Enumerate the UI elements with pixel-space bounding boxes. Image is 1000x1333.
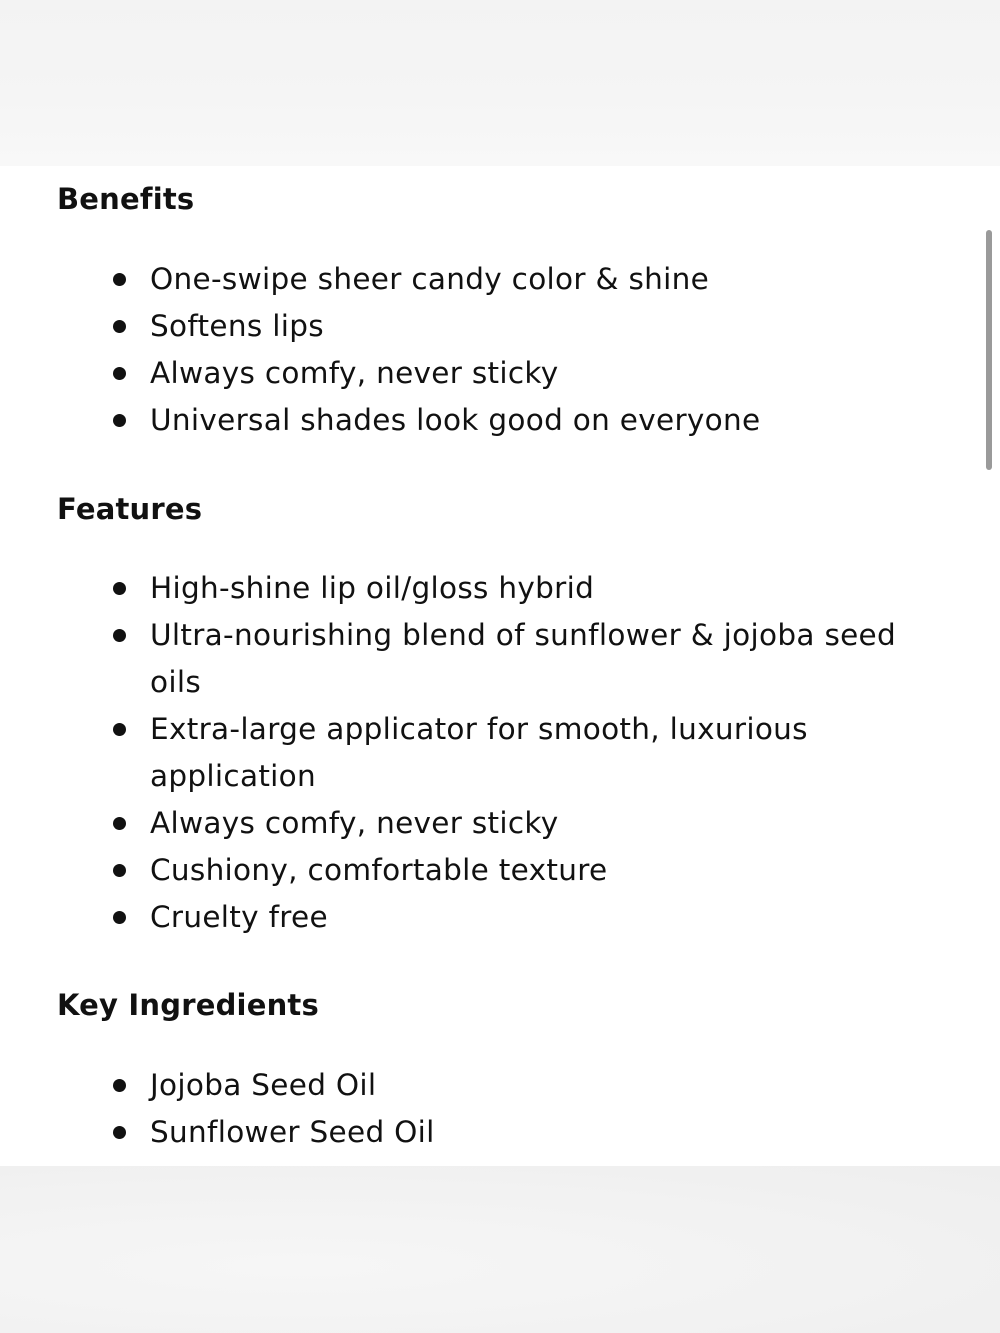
list-item — [0, 706, 1000, 800]
list-item-text: Jojoba Seed Oil — [150, 1068, 377, 1102]
list-item — [0, 894, 1000, 941]
key-ingredients-list — [0, 1062, 1000, 1156]
benefits-list — [0, 256, 1000, 444]
bullet-icon — [113, 320, 126, 333]
list-item-text: Extra-large applicator for smooth, luxurious application — [150, 712, 808, 793]
top-blur-area — [0, 0, 1000, 166]
list-item-text: Softens lips — [150, 309, 324, 343]
list-item — [0, 1109, 1000, 1156]
bullet-icon — [113, 273, 126, 286]
list-item — [0, 565, 1000, 612]
list-item — [0, 256, 1000, 303]
list-item — [0, 612, 1000, 706]
bullet-icon — [113, 723, 126, 736]
list-item — [0, 847, 1000, 894]
bullet-icon — [113, 629, 126, 642]
bullet-icon — [113, 864, 126, 877]
list-item-text: Sunflower Seed Oil — [150, 1115, 435, 1149]
features-heading: Features — [57, 492, 203, 526]
list-item — [0, 350, 1000, 397]
list-item — [0, 303, 1000, 350]
list-item — [0, 1062, 1000, 1109]
list-item-text: Cruelty free — [150, 900, 328, 934]
list-item-text: Always comfy, never sticky — [150, 806, 559, 840]
bottom-blur-area — [0, 1166, 1000, 1333]
bullet-icon — [113, 817, 126, 830]
list-item-text: Cushiony, comfortable texture — [150, 853, 608, 887]
key-ingredients-heading: Key Ingredients — [57, 988, 319, 1022]
product-details-panel — [0, 166, 1000, 1166]
vertical-scrollbar[interactable] — [986, 230, 992, 470]
list-item-text: One-swipe sheer candy color & shine — [150, 262, 710, 296]
bullet-icon — [113, 367, 126, 380]
list-item — [0, 800, 1000, 847]
bullet-icon — [113, 1079, 126, 1092]
bullet-icon — [113, 911, 126, 924]
list-item-text: Ultra-nourishing blend of sunflower & jojoba seed oils — [150, 618, 897, 699]
list-item-text: Always comfy, never sticky — [150, 356, 559, 390]
benefits-heading: Benefits — [57, 182, 195, 216]
bullet-icon — [113, 414, 126, 427]
features-list — [0, 565, 1000, 941]
list-item-text: Universal shades look good on everyone — [150, 403, 761, 437]
list-item-text: High-shine lip oil/gloss hybrid — [150, 571, 595, 605]
bullet-icon — [113, 582, 126, 595]
bullet-icon — [113, 1126, 126, 1139]
list-item — [0, 397, 1000, 444]
